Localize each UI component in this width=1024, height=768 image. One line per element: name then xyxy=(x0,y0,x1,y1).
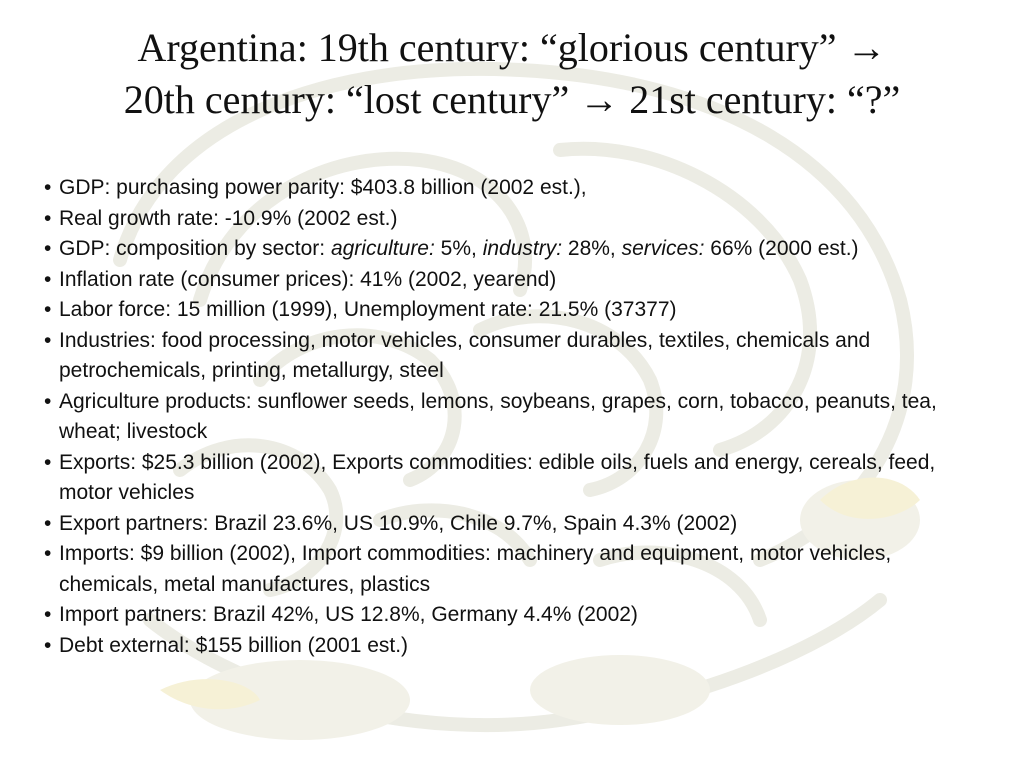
bullet-text: Agriculture products: sunflower seeds, lemons, soybeans, grapes, corn, tobacco, peanuts, tea, wheat; livestock xyxy=(59,389,937,443)
bullet-text: Real growth rate: -10.9% (2002 est.) xyxy=(59,206,398,230)
bullet-icon: • xyxy=(44,603,52,626)
bullet-icon: • xyxy=(44,450,52,474)
bullet-text: Export partners: Brazil 23.6%, US 10.9%, Chile 9.7%, Spain 4.3% (2002) xyxy=(59,511,738,535)
bullet-text: Labor force: 15 million (1999), Unemployment rate: 21.5% (37377) xyxy=(59,298,677,321)
fact-list xyxy=(44,173,989,661)
list-item xyxy=(44,600,989,631)
bullet-icon: • xyxy=(44,542,52,565)
list-item xyxy=(44,204,989,235)
list-item xyxy=(44,631,989,662)
slide-title-line-2: 20th century: “lost century” → 21st century: “?” xyxy=(123,77,901,122)
bullet-icon: • xyxy=(44,176,52,199)
bullet-icon: • xyxy=(44,298,52,321)
list-item xyxy=(44,173,989,204)
bullet-text: Exports: $25.3 billion (2002), Exports commodities: edible oils, fuels and energy, cereals, feed, motor vehicles xyxy=(59,450,936,504)
list-item xyxy=(44,539,989,600)
list-item xyxy=(44,265,989,296)
services-value: 66% (2000 est.) xyxy=(704,237,859,260)
bullet-text: Debt external: $155 billion (2001 est.) xyxy=(59,633,409,657)
bullet-text: GDP: purchasing power parity: $403.8 billion (2002 est.), xyxy=(59,176,587,199)
bullet-icon: • xyxy=(44,633,52,657)
slide-title xyxy=(40,22,984,126)
bullet-icon: • xyxy=(44,237,52,260)
bullet-icon: • xyxy=(44,389,52,413)
bullet-icon: • xyxy=(44,511,52,535)
bullet-text: Inflation rate (consumer prices): 41% (2002, yearend) xyxy=(59,267,557,291)
industry-label: industry: xyxy=(482,237,563,260)
bullet-icon: • xyxy=(44,206,52,230)
list-item xyxy=(44,234,989,265)
list-item xyxy=(44,448,989,509)
bullet-text: Import partners: Brazil 42%, US 12.8%, Germany 4.4% (2002) xyxy=(59,603,638,626)
list-item xyxy=(44,387,989,448)
list-item xyxy=(44,295,989,326)
bullet-icon: • xyxy=(44,328,52,352)
agriculture-value: 5%, xyxy=(434,237,483,260)
slide-title-line-1: Argentina: 19th century: “glorious century” → xyxy=(137,25,887,70)
bullet-text: Industries: food processing, motor vehicles, consumer durables, textiles, chemicals and petrochemicals, printing, metallurgy, steel xyxy=(59,328,871,382)
agriculture-label: agriculture: xyxy=(330,237,435,260)
services-label: services: xyxy=(621,237,705,260)
bullet-text: Imports: $9 billion (2002), Import commodities: machinery and equipment, motor vehicles, chemicals, metal manufactures, plastics xyxy=(59,542,892,596)
list-item xyxy=(44,326,989,387)
list-item xyxy=(44,509,989,540)
bullet-text-prefix: GDP: composition by sector: xyxy=(59,237,331,260)
industry-value: 28%, xyxy=(562,237,622,260)
bullet-icon: • xyxy=(44,267,52,291)
